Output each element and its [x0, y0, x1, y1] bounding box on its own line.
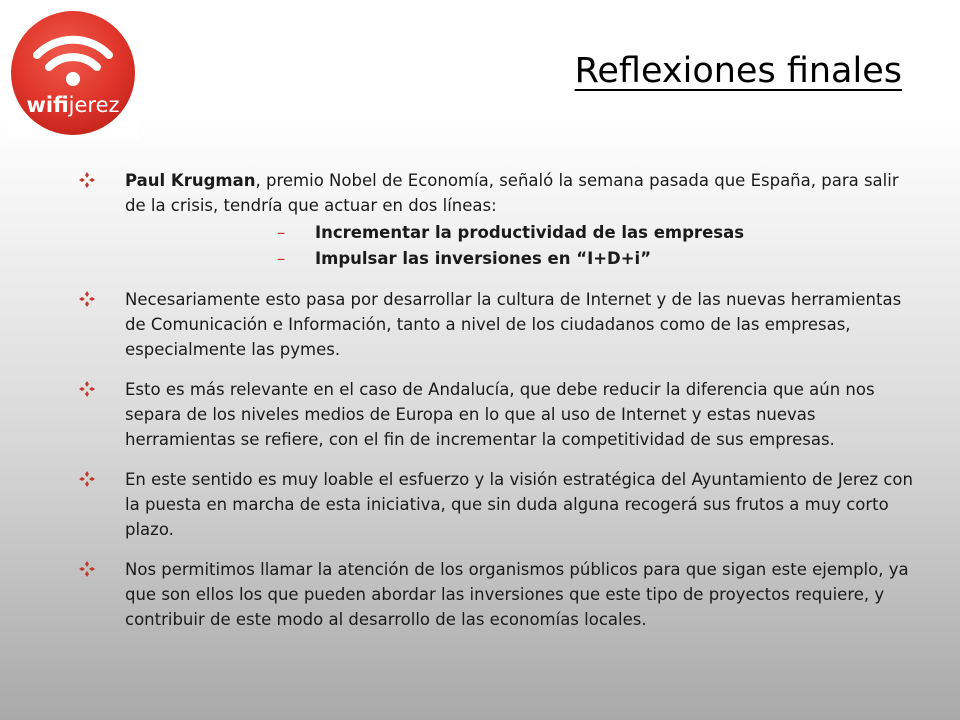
svg-text:wifijerez: [26, 93, 119, 117]
bullet-item: [76, 168, 924, 272]
slide-title: Reflexiones finales: [574, 51, 902, 91]
bullet-item: [76, 377, 924, 452]
diamond-bullet-icon: [79, 381, 95, 397]
bullet-item: [76, 287, 924, 362]
dash-marker: –: [277, 249, 286, 268]
diamond-bullet-icon: [79, 561, 95, 577]
sub-item-text: Impulsar las inversiones en “I+D+i”: [315, 249, 652, 268]
sub-item-text: Incrementar la productividad de las empresas: [315, 223, 745, 242]
sub-item: [125, 220, 924, 246]
bullet-text: , premio Nobel de Economía, señaló la semana pasada que España, para salir de la crisis, tendría que actuar en dos líneas:: [125, 171, 899, 215]
bullet-lead: Paul Krugman: [125, 171, 256, 190]
bullet-text: Necesariamente esto pasa por desarrollar la cultura de Internet y de las nuevas herramientas de Comunicación e Información, tanto a nivel de los ciudadanos como de las empresas, especialmente las pymes.: [125, 290, 902, 359]
logo: [8, 8, 139, 139]
sub-item: [125, 246, 924, 272]
sub-list: [125, 220, 924, 272]
diamond-bullet-icon: [79, 172, 95, 188]
wifi-logo-icon: [8, 8, 139, 139]
logo-brand-suffix: jerez: [68, 93, 120, 117]
dash-marker: –: [277, 223, 286, 242]
diamond-bullet-icon: [79, 291, 95, 307]
bullet-text: En este sentido es muy loable el esfuerzo y la visión estratégica del Ayuntamiento de Jerez con la puesta en marcha de esta iniciativa, que sin duda alguna recogerá sus frutos a muy corto plazo.: [125, 470, 913, 539]
logo-brand-prefix: wifi: [26, 93, 69, 117]
bullet-text: Esto es más relevante en el caso de Andalucía, que debe reducir la diferencia que aún nos separa de los niveles medios de Europa en lo que al uso de Internet y estas nuevas herramientas se refiere, con el fin de incrementar la competitividad de sus empresas.: [125, 380, 875, 449]
bullet-item: [76, 557, 924, 632]
bullet-list: [76, 168, 924, 647]
bullet-item: [76, 467, 924, 542]
diamond-bullet-icon: [79, 471, 95, 487]
bullet-text: Nos permitimos llamar la atención de los organismos públicos para que sigan este ejemplo, ya que son ellos los que pueden abordar las inversiones que este tipo de proyectos requiere, y contribuir de este modo al desarrollo de las economías locales.: [125, 560, 909, 629]
